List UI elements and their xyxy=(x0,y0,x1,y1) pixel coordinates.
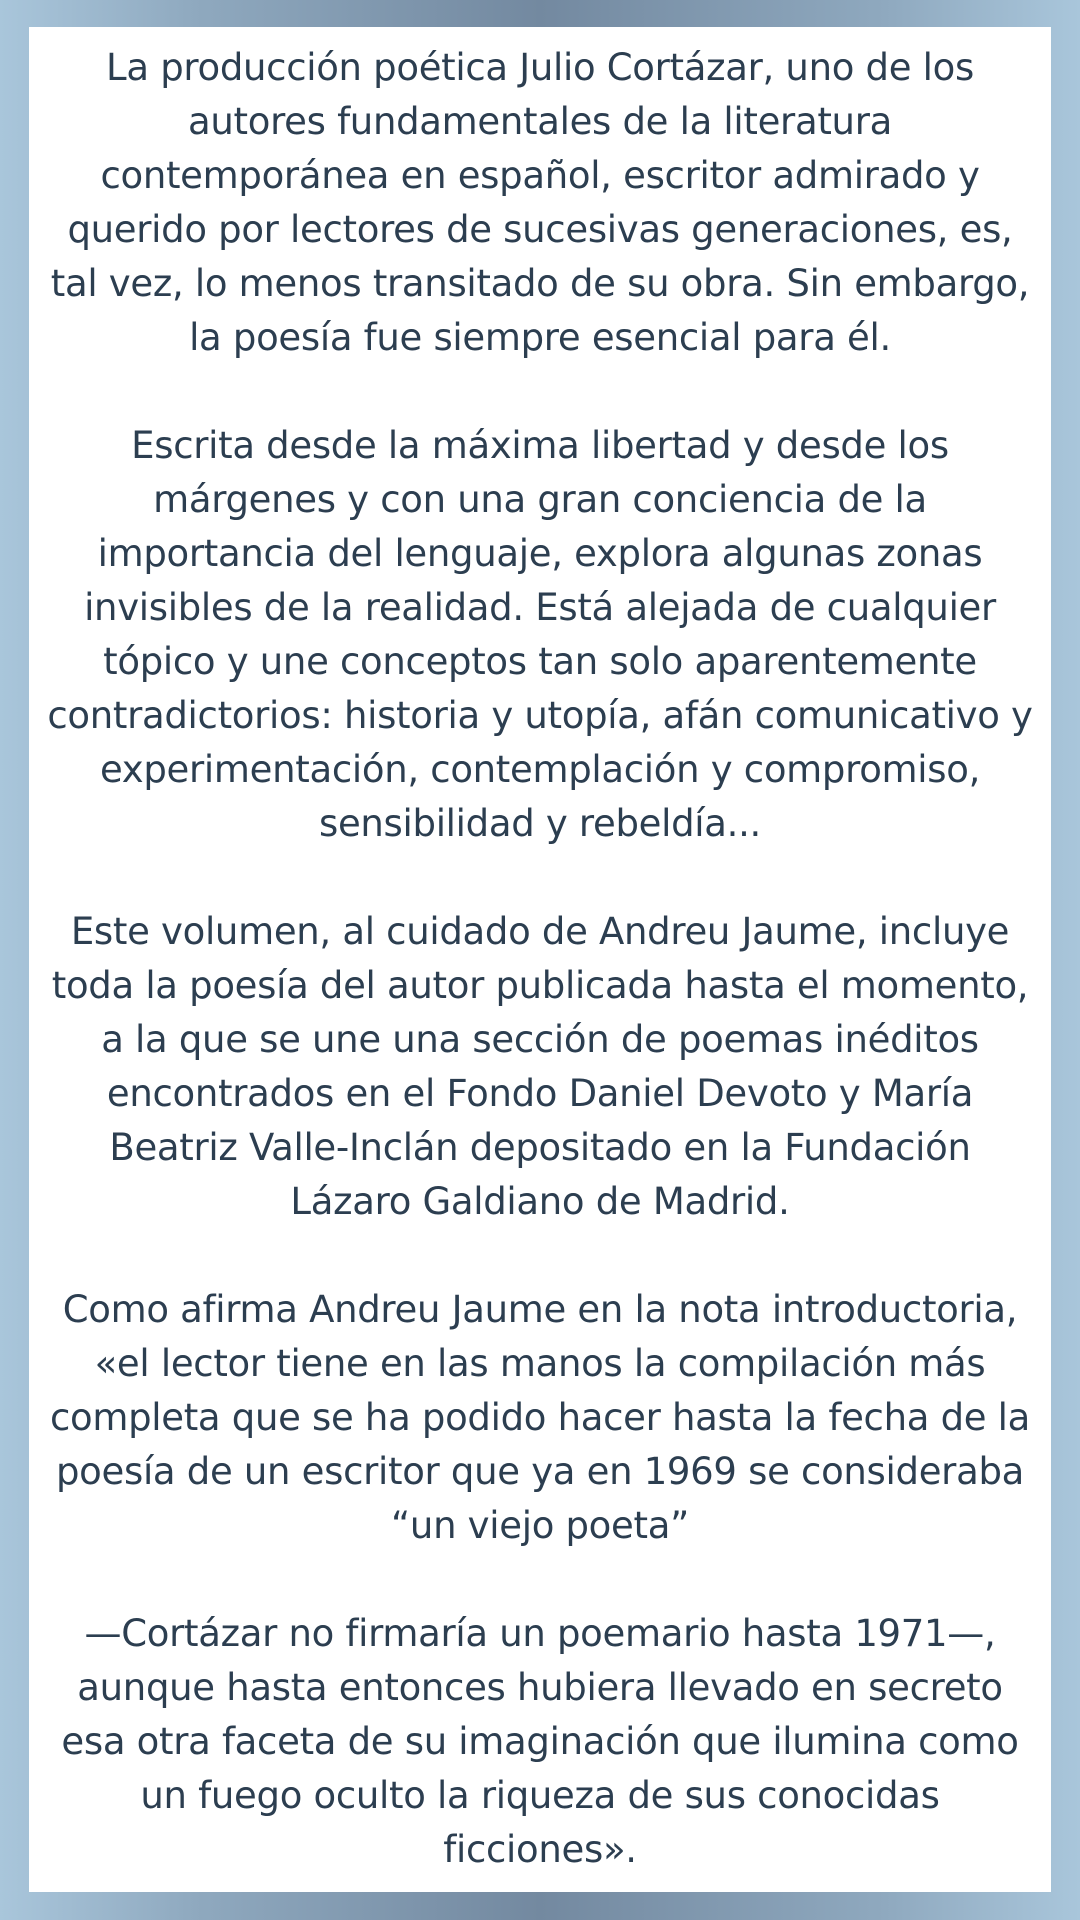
paragraph-quote: Como afirma Andreu Jaume en la nota introductoria, «el lector tiene en las manos la compilación más completa que se ha podido hacer hasta la fecha de la poesía de un escritor que ya en 1969 se consideraba “un viejo poeta” xyxy=(49,1288,1031,1547)
paragraph-intro: La producción poética Julio Cortázar, uno de los autores fundamentales de la literatura contemporánea en español, escritor admirado y querido por lectores de sucesivas generaciones, es, tal vez, lo menos transitado de su obra. Sin embargo, la poesía fue siempre esencial para él. xyxy=(50,46,1030,359)
paragraph-description: Escrita desde la máxima libertad y desde los márgenes y con una gran conciencia de la importancia del lenguaje, explora algunas zonas invisibles de la realidad. Está alejada de cualquier tópico y une conceptos tan solo aparentemente contradictorios: historia y utopía, afán comunicativo y experimentación, contemplación y compromiso, sensibilidad y rebeldía... xyxy=(47,424,1033,845)
paragraph-closing: —Cortázar no firmaría un poemario hasta 1971—, aunque hasta entonces hubiera llevado en secreto esa otra faceta de su imaginación que ilumina como un fuego oculto la riqueza de sus conocidas ficciones». xyxy=(61,1612,1019,1871)
text-card xyxy=(29,27,1051,1892)
paragraph-volume: Este volumen, al cuidado de Andreu Jaume, incluye toda la poesía del autor publicada hasta el momento, a la que se une una sección de poemas inéditos encontrados en el Fondo Daniel Devoto y María Beatriz Valle-Inclán depositado en la Fundación Lázaro Galdiano de Madrid. xyxy=(51,910,1029,1223)
